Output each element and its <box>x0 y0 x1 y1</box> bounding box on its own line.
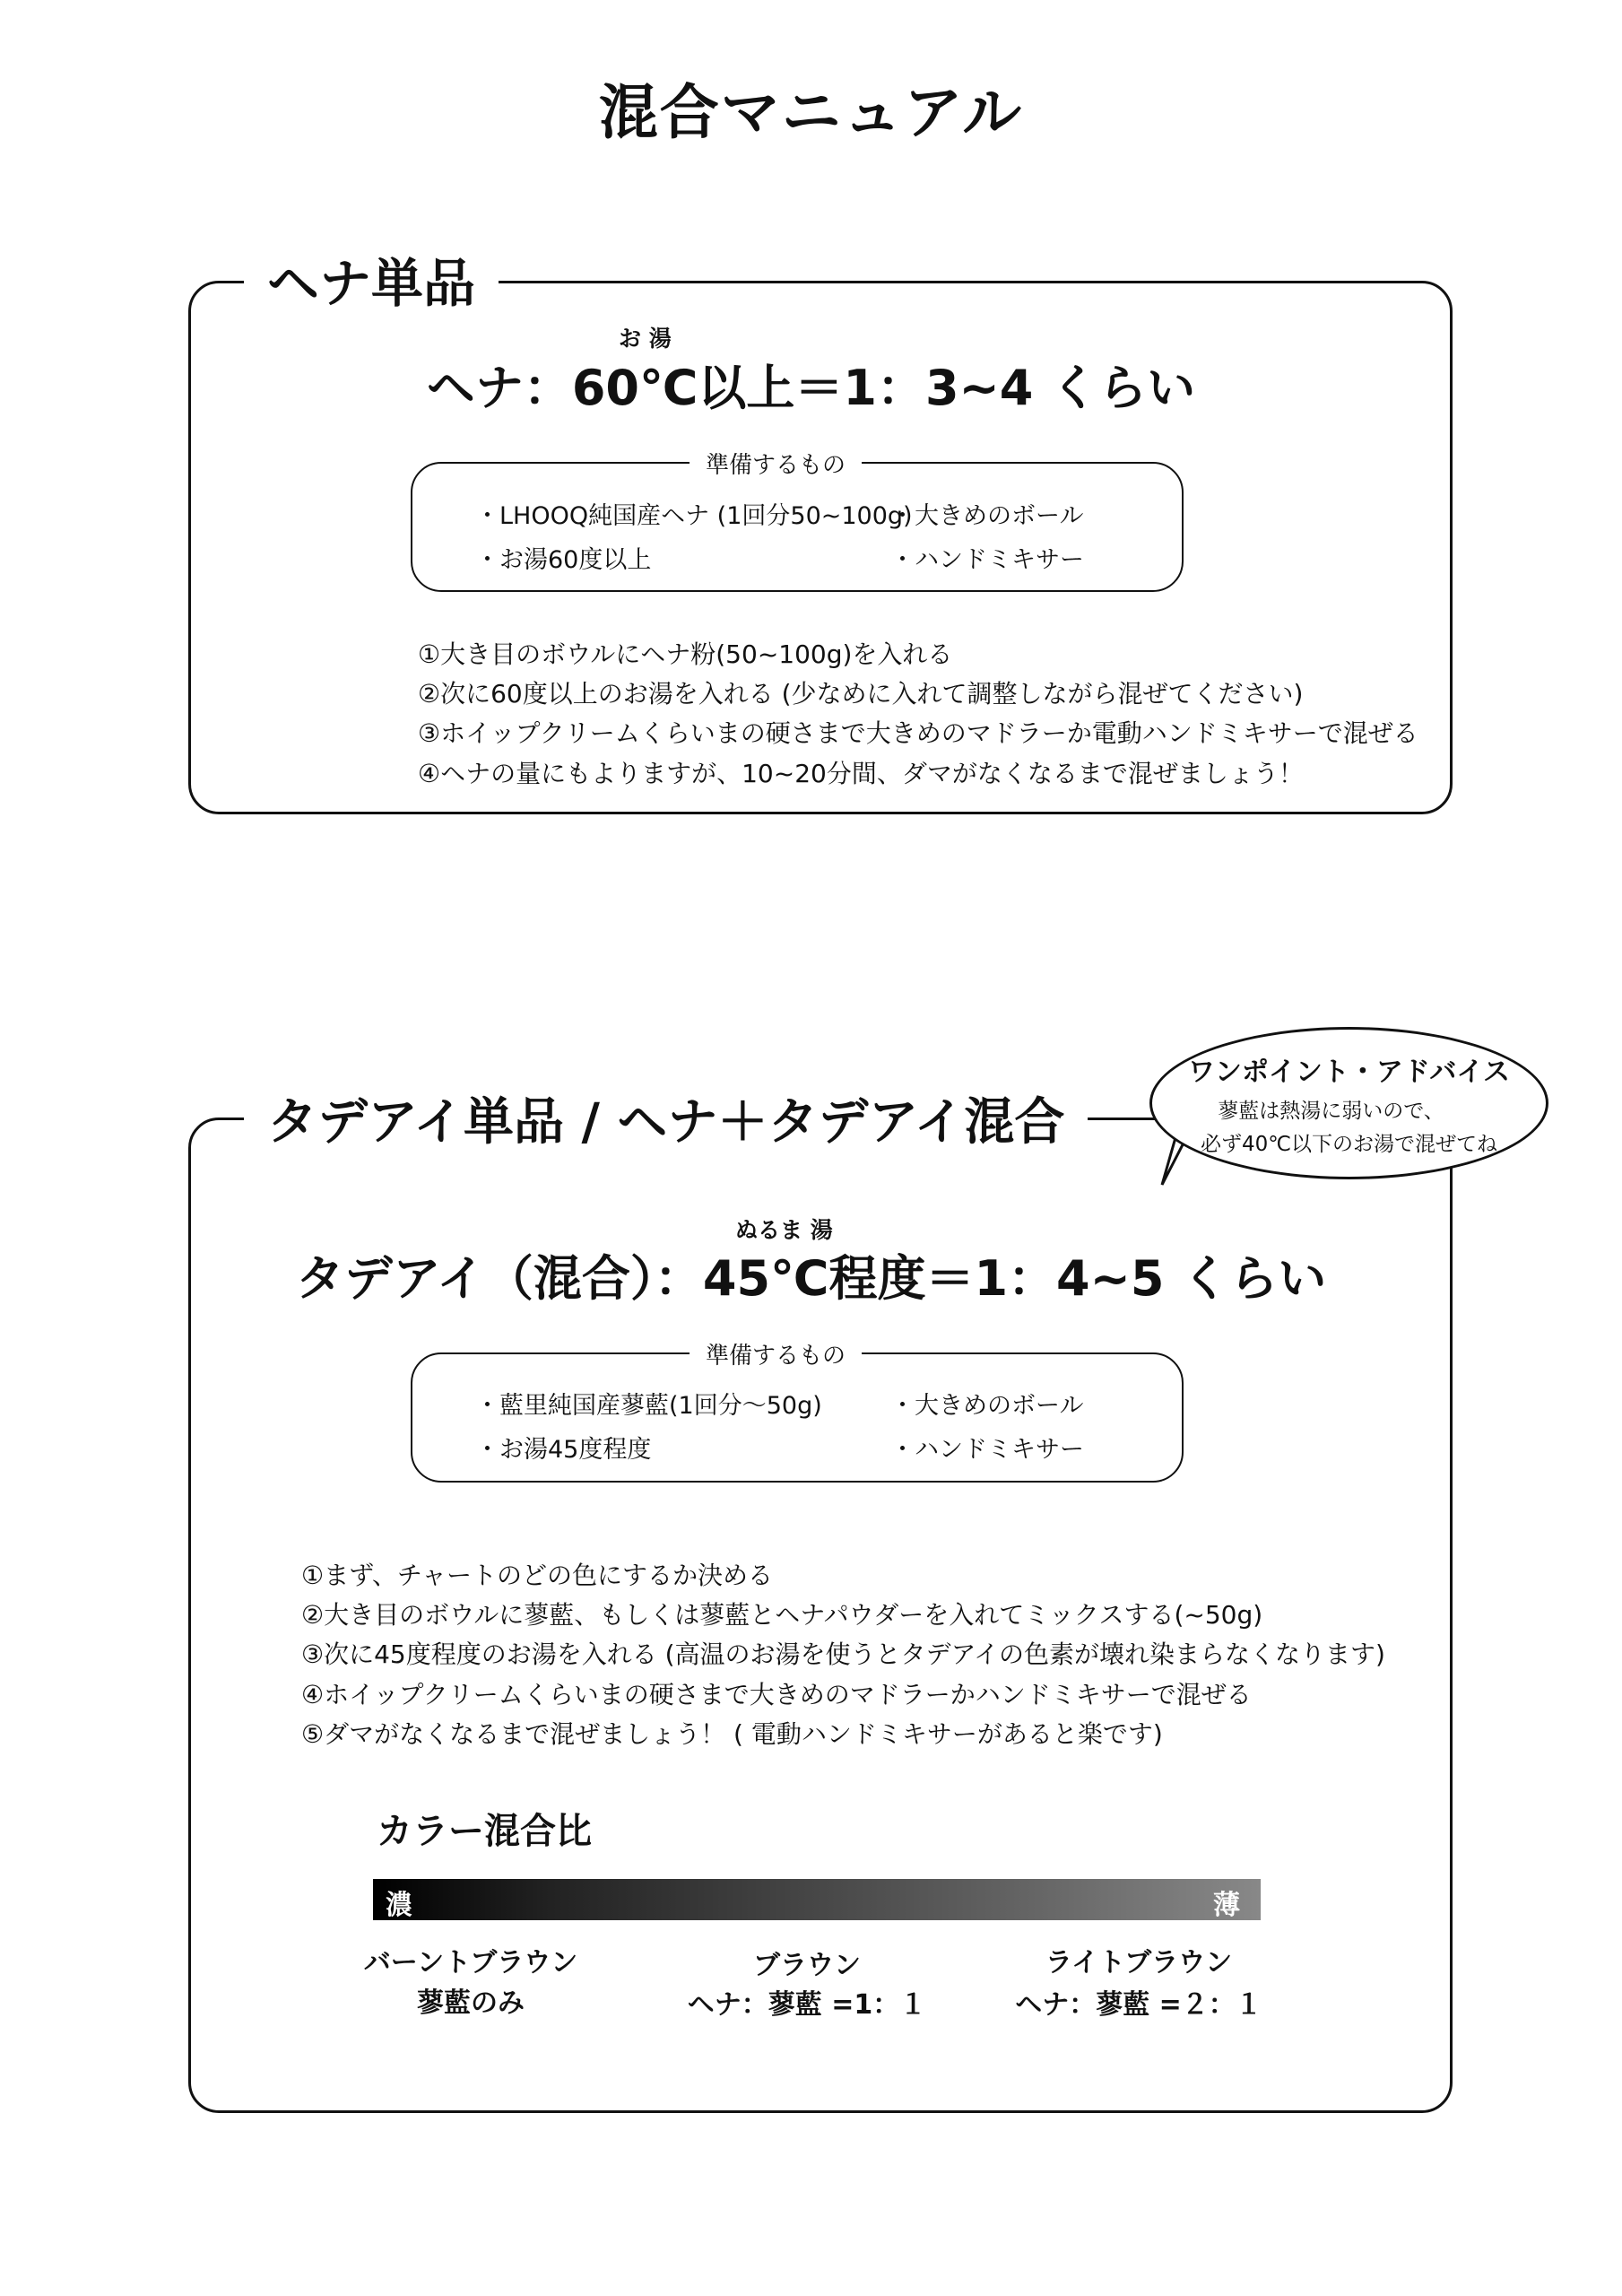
tadeai-ratio-ruby: ぬるま 湯 <box>735 1217 833 1243</box>
color-ratio: ヘナ：蓼藍 =２：１ <box>1015 1989 1262 2021</box>
color-mix-title: カラー混合比 <box>377 1811 592 1852</box>
tadeai-step: ⑤ダマがなくなるまで混ぜましょう！ ( 電動ハンドミキサーがあると楽です) <box>301 1719 1163 1749</box>
henna-prep-label: 準備するもの <box>690 447 862 480</box>
henna-prep-item: ・ハンドミキサー <box>890 546 1084 574</box>
light-label: 薄 <box>1213 1890 1240 1921</box>
tadeai-step: ②大き目のボウルに蓼藍、もしくは蓼藍とヘナパウダーを入れてミックスする(~50g) <box>301 1600 1263 1630</box>
tadeai-step: ①まず、チャートのどの色にするか決める <box>301 1561 774 1590</box>
advice-line-2: 必ず40℃以下のお湯で混ぜてね <box>1200 1133 1498 1156</box>
tadeai-step: ④ホイップクリームくらいまの硬さまで大きめのマドラーかハンドミキサーで混ぜる <box>301 1680 1252 1709</box>
tadeai-prep-item: ・ハンドミキサー <box>890 1436 1084 1464</box>
henna-prep-item: ・LHOOQ純国産ヘナ (1回分50~100g) <box>475 502 913 530</box>
henna-step: ①大き目のボウルにヘナ粉(50~100g)を入れる <box>418 639 953 669</box>
henna-step: ③ホイップクリームくらいまの硬さまで大きめのマドラーか電動ハンドミキサーで混ぜる <box>418 718 1418 748</box>
henna-ratio-ruby: お 湯 <box>619 326 672 352</box>
tadeai-ratio: タデアイ（混合）：45℃程度＝1：4~5 くらい <box>295 1250 1327 1307</box>
tadeai-prep-label: 準備するもの <box>690 1337 862 1370</box>
tadeai-prep-item: ・お湯45度程度 <box>475 1436 652 1464</box>
tadeai-prep-item: ・藍里純国産蓼藍(1回分～50g) <box>475 1392 822 1420</box>
tadeai-prep-item: ・大きめのボール <box>890 1392 1084 1420</box>
dark-label: 濃 <box>386 1890 412 1921</box>
henna-step: ④ヘナの量にもよりますが、10~20分間、ダマがなくなるまで混ぜましょう！ <box>418 759 1304 788</box>
advice-title: ワンポイント・アドバイス <box>1187 1057 1511 1088</box>
color-name: ブラウン <box>753 1950 861 1981</box>
henna-step: ②次に60度以上のお湯を入れる (少なめに入れて調整しながら混ぜてください) <box>418 679 1304 709</box>
page-title: 混合マニュアル <box>598 78 1024 147</box>
color-gradient-bar <box>373 1879 1261 1920</box>
henna-prep-item: ・お湯60度以上 <box>475 546 652 574</box>
henna-section-title: ヘナ単品 <box>244 257 499 310</box>
tadeai-step: ③次に45度程度のお湯を入れる (高温のお湯を使うとタデアイの色素が壊れ染まらなくなります) <box>301 1639 1385 1669</box>
color-ratio: 蓼藍のみ <box>417 1987 525 2019</box>
color-name: ライトブラウン <box>1045 1947 1233 1979</box>
advice-line-1: 蓼藍は熱湯に弱いので、 <box>1218 1100 1444 1123</box>
tadeai-section-title: タデアイ単品 / ヘナ＋タデアイ混合 <box>244 1096 1088 1150</box>
color-ratio: ヘナ：蓼藍 =1：１ <box>687 1989 927 2021</box>
henna-prep-item: ・大きめのボール <box>890 502 1084 530</box>
color-name: バーントブラウン <box>363 1947 578 1979</box>
henna-ratio: ヘナ：60℃以上＝1：3~4 くらい <box>426 360 1196 416</box>
